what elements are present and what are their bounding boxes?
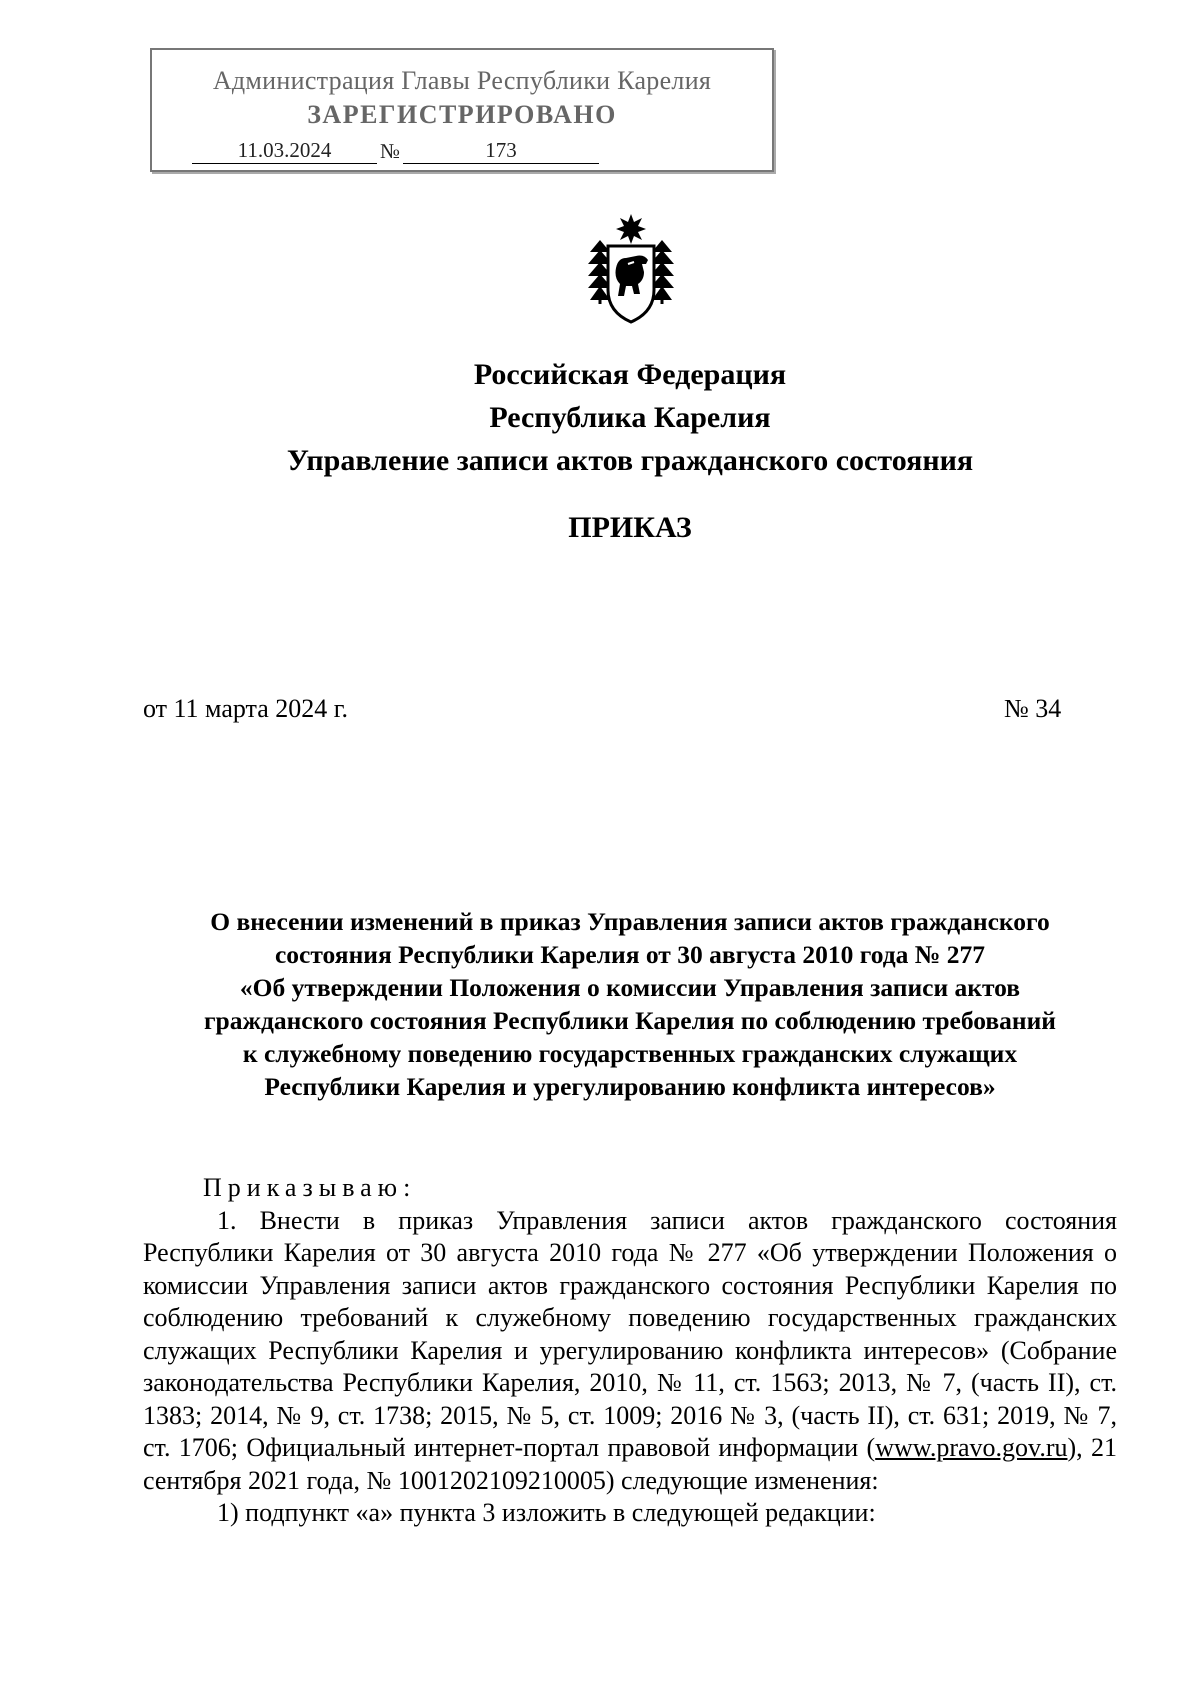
stamp-date: 11.03.2024	[192, 138, 377, 164]
subject-line: О внесении изменений в приказ Управления записи актов гражданского	[210, 907, 1050, 936]
header-agency: Управление записи актов гражданского состояния	[286, 444, 974, 477]
subject-line: «Об утверждении Положения о комиссии Управления записи актов	[239, 973, 1021, 1002]
order-date: от 11 марта 2024 г.	[143, 694, 348, 723]
document-type-title: ПРИКАЗ	[568, 511, 692, 544]
karelia-coat-of-arms-icon	[584, 212, 678, 326]
header-republic: Республика Карелия	[489, 401, 771, 434]
subject-line: Республики Карелия и урегулированию конфликта интересов»	[264, 1072, 996, 1101]
order-subject	[143, 905, 1117, 1103]
order-number: № 34	[1004, 694, 1062, 723]
paragraph-text: 1. Внести в приказ Управления записи актов гражданского состояния Республики Карелия от 30 августа 2010 года № 277 «Об утверждении Положения о комиссии Управления записи актов гражданского состояния Республики Карелия по соблюдению требований к служебному поведению государственных гражданских служащих Республики Карелия и урегулированию конфликта интересов» (Собрание законодательства Республики Карелия, 2010, № 11, ст. 1563; 2013, № 7, (часть II), ст. 1383; 2014, № 9, ст. 1738; 2015, № 5, ст. 1009; 2016 № 3, (часть II), ст. 631; 2019, № 7, ст. 1706; Официальный интернет-портал правовой информации (	[143, 1205, 1117, 1462]
stamp-number-sign: №	[379, 139, 401, 163]
stamp-registration-row	[192, 138, 599, 168]
subject-line: состояния Республики Карелия от 30 августа 2010 года № 277	[274, 940, 986, 969]
paragraph-text: ), 21 сентября 2021 года, № 1001202109210005) следующие изменения:	[143, 1433, 1117, 1495]
stamp-status: ЗАРЕГИСТРИРОВАНО	[307, 100, 617, 129]
order-subitem-1: 1) подпункт «а» пункта 3 изложить в следующей редакции:	[217, 1498, 876, 1527]
registration-stamp	[150, 48, 774, 172]
pravo-gov-link[interactable]: www.pravo.gov.ru	[875, 1433, 1068, 1462]
subject-line: гражданского состояния Республики Карелия по соблюдению требований	[203, 1006, 1057, 1035]
header-country: Российская Федерация	[473, 358, 787, 391]
order-body	[143, 1172, 1117, 1530]
order-word: Приказываю:	[203, 1173, 417, 1202]
stamp-number: 173	[403, 138, 599, 164]
order-paragraph-1	[143, 1205, 1117, 1498]
stamp-organization: Администрация Главы Республики Карелия	[212, 66, 712, 95]
subject-line: к служебному поведению государственных гражданских служащих	[242, 1039, 1018, 1068]
